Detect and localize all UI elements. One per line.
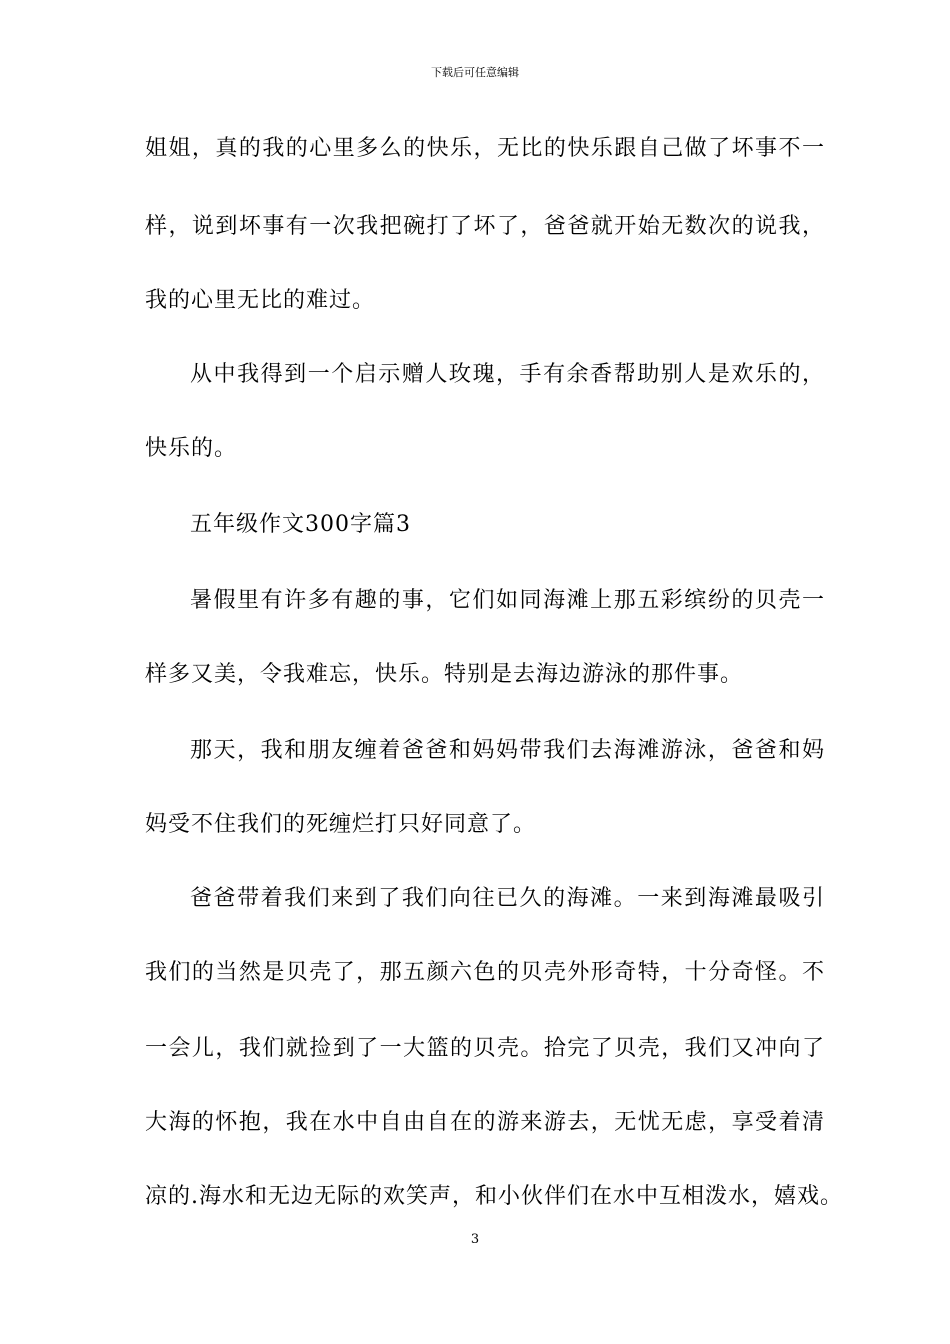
page-number: 3 [470, 1232, 480, 1247]
page-header: 下载后可任意编辑 [431, 66, 519, 79]
paragraph-line: 快乐的。 [145, 436, 238, 461]
section-heading: 五年级作文300字篇3 [190, 512, 411, 537]
paragraph-line: 样，说到坏事有一次我把碗打了坏了，爸爸就开始无数次的说我， [145, 214, 825, 239]
paragraph-line: 我们的当然是贝壳了，那五颜六色的贝壳外形奇特，十分奇怪。不 [145, 960, 825, 985]
paragraph-line: 大海的怀抱，我在水中自由自在的游来游去，无忧无虑，享受着清 [145, 1110, 825, 1135]
paragraph-line: 爸爸带着我们来到了我们向往已久的海滩。一来到海滩最吸引 [190, 886, 825, 911]
paragraph-line: 我的心里无比的难过。 [145, 288, 376, 313]
paragraph-line: 从中我得到一个启示赠人玫瑰，手有余香帮助别人是欢乐的， [190, 362, 825, 387]
paragraph-line: 姐姐，真的我的心里多么的快乐，无比的快乐跟自己做了坏事不一 [145, 136, 825, 161]
paragraph-line: 暑假里有许多有趣的事，它们如同海滩上那五彩缤纷的贝壳一 [190, 588, 825, 613]
paragraph-line: 那天，我和朋友缠着爸爸和妈妈带我们去海滩游泳，爸爸和妈 [190, 738, 825, 763]
paragraph-line: 一会儿，我们就捡到了一大篮的贝壳。拾完了贝壳，我们又冲向了 [145, 1036, 825, 1061]
paragraph-line: 凉的.海水和无边无际的欢笑声，和小伙伴们在水中互相泼水，嬉戏。 [145, 1184, 843, 1209]
paragraph-line: 妈受不住我们的死缠烂打只好同意了。 [145, 812, 537, 837]
paragraph-line: 样多又美，令我难忘，快乐。特别是去海边游泳的那件事。 [145, 662, 744, 687]
